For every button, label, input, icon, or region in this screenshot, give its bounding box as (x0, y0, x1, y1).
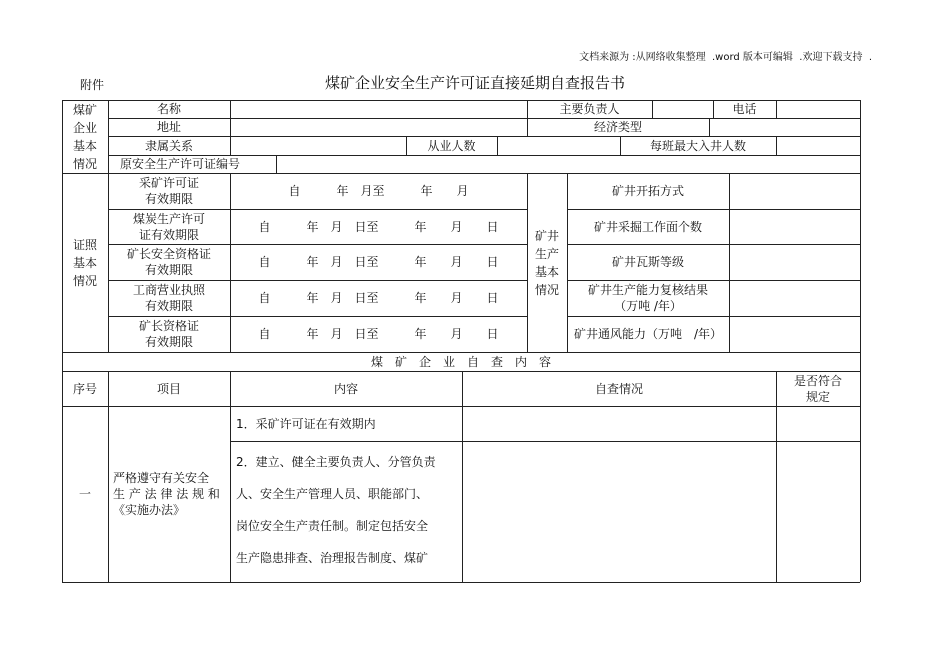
mine-production-label: 矿井 生产 基本 情况 (534, 228, 559, 297)
employees-label: 从业人数 (427, 138, 476, 153)
license-name: 矿长安全资格证 有效期限 (126, 247, 211, 277)
economy-type-label: 经济类型 (593, 120, 642, 134)
self-check-title: 煤 矿 企 业 自 查 内 容 (370, 354, 551, 369)
main-responsible-label: 主要负责人 (559, 102, 620, 116)
license-period: 自 年 月 日至 年 月 日 (258, 219, 499, 234)
header-content: 内容 (333, 381, 358, 396)
row-number: 一 (78, 487, 91, 501)
mine-info-label: 矿井生产能力复核结果 （万吨 /年） (587, 283, 708, 313)
address-label: 地址 (156, 120, 181, 134)
mine-info-label: 矿井瓦斯等级 (611, 255, 684, 269)
basic-section-label: 煤矿 企业 基本 情况 (72, 102, 97, 171)
license-period: 自 年 月 日至 年 月 日 (258, 291, 499, 305)
license-period: 自 年 月 日至 年 月 日 (258, 255, 499, 269)
license-name: 矿长资格证 有效期限 (138, 319, 199, 349)
mine-info-label: 矿井开拓方式 (611, 184, 684, 198)
original-license-label: 原安全生产许可证编号 (120, 157, 241, 171)
header-compliance: 是否符合 规定 (793, 373, 842, 404)
header-item: 项目 (156, 381, 181, 396)
page-title: 煤矿企业安全生产许可证直接延期自查报告书 (324, 74, 625, 92)
mine-info-label: 矿井采掘工作面个数 (593, 219, 702, 234)
affiliation-label: 隶属关系 (144, 138, 193, 153)
license-period: 自 年 月 日至 年 月 日 (258, 327, 499, 341)
mine-info-label: 矿井通风能力（万吨 /年） (573, 327, 723, 341)
row-item: 严格遵守有关安全 生 产 法 律 法 规 和 《实施办法》 (113, 471, 220, 517)
row-content-1: 1．采矿许可证在有效期内 (236, 416, 376, 431)
header-no: 序号 (72, 381, 97, 396)
license-period: 自 年 月至 年 月 (288, 184, 469, 198)
row-content-2: 2．建立、健全主要负责人、分管负责 人、安全生产管理人员、职能部门、 岗位安全生产责任制。制定包括安全 生产隐患排查、治理报告制度、煤矿 (236, 455, 436, 565)
license-name: 采矿许可证 有效期限 (138, 176, 199, 206)
header-status: 自查情况 (594, 381, 643, 396)
name-label: 名称 (156, 102, 181, 116)
license-name: 工商营业执照 有效期限 (132, 283, 205, 313)
source-note: 文档来源为 :从网络收集整理 .word 版本可编辑 .欢迎下载支持 . (579, 52, 872, 63)
license-name: 煤炭生产许可 证有效期限 (132, 211, 205, 242)
attachment-label: 附件 (80, 78, 105, 92)
license-section-label: 证照 基本 情况 (72, 237, 97, 288)
max-per-shift-label: 每班最大入井人数 (649, 138, 746, 153)
phone-label: 电话 (732, 102, 757, 116)
